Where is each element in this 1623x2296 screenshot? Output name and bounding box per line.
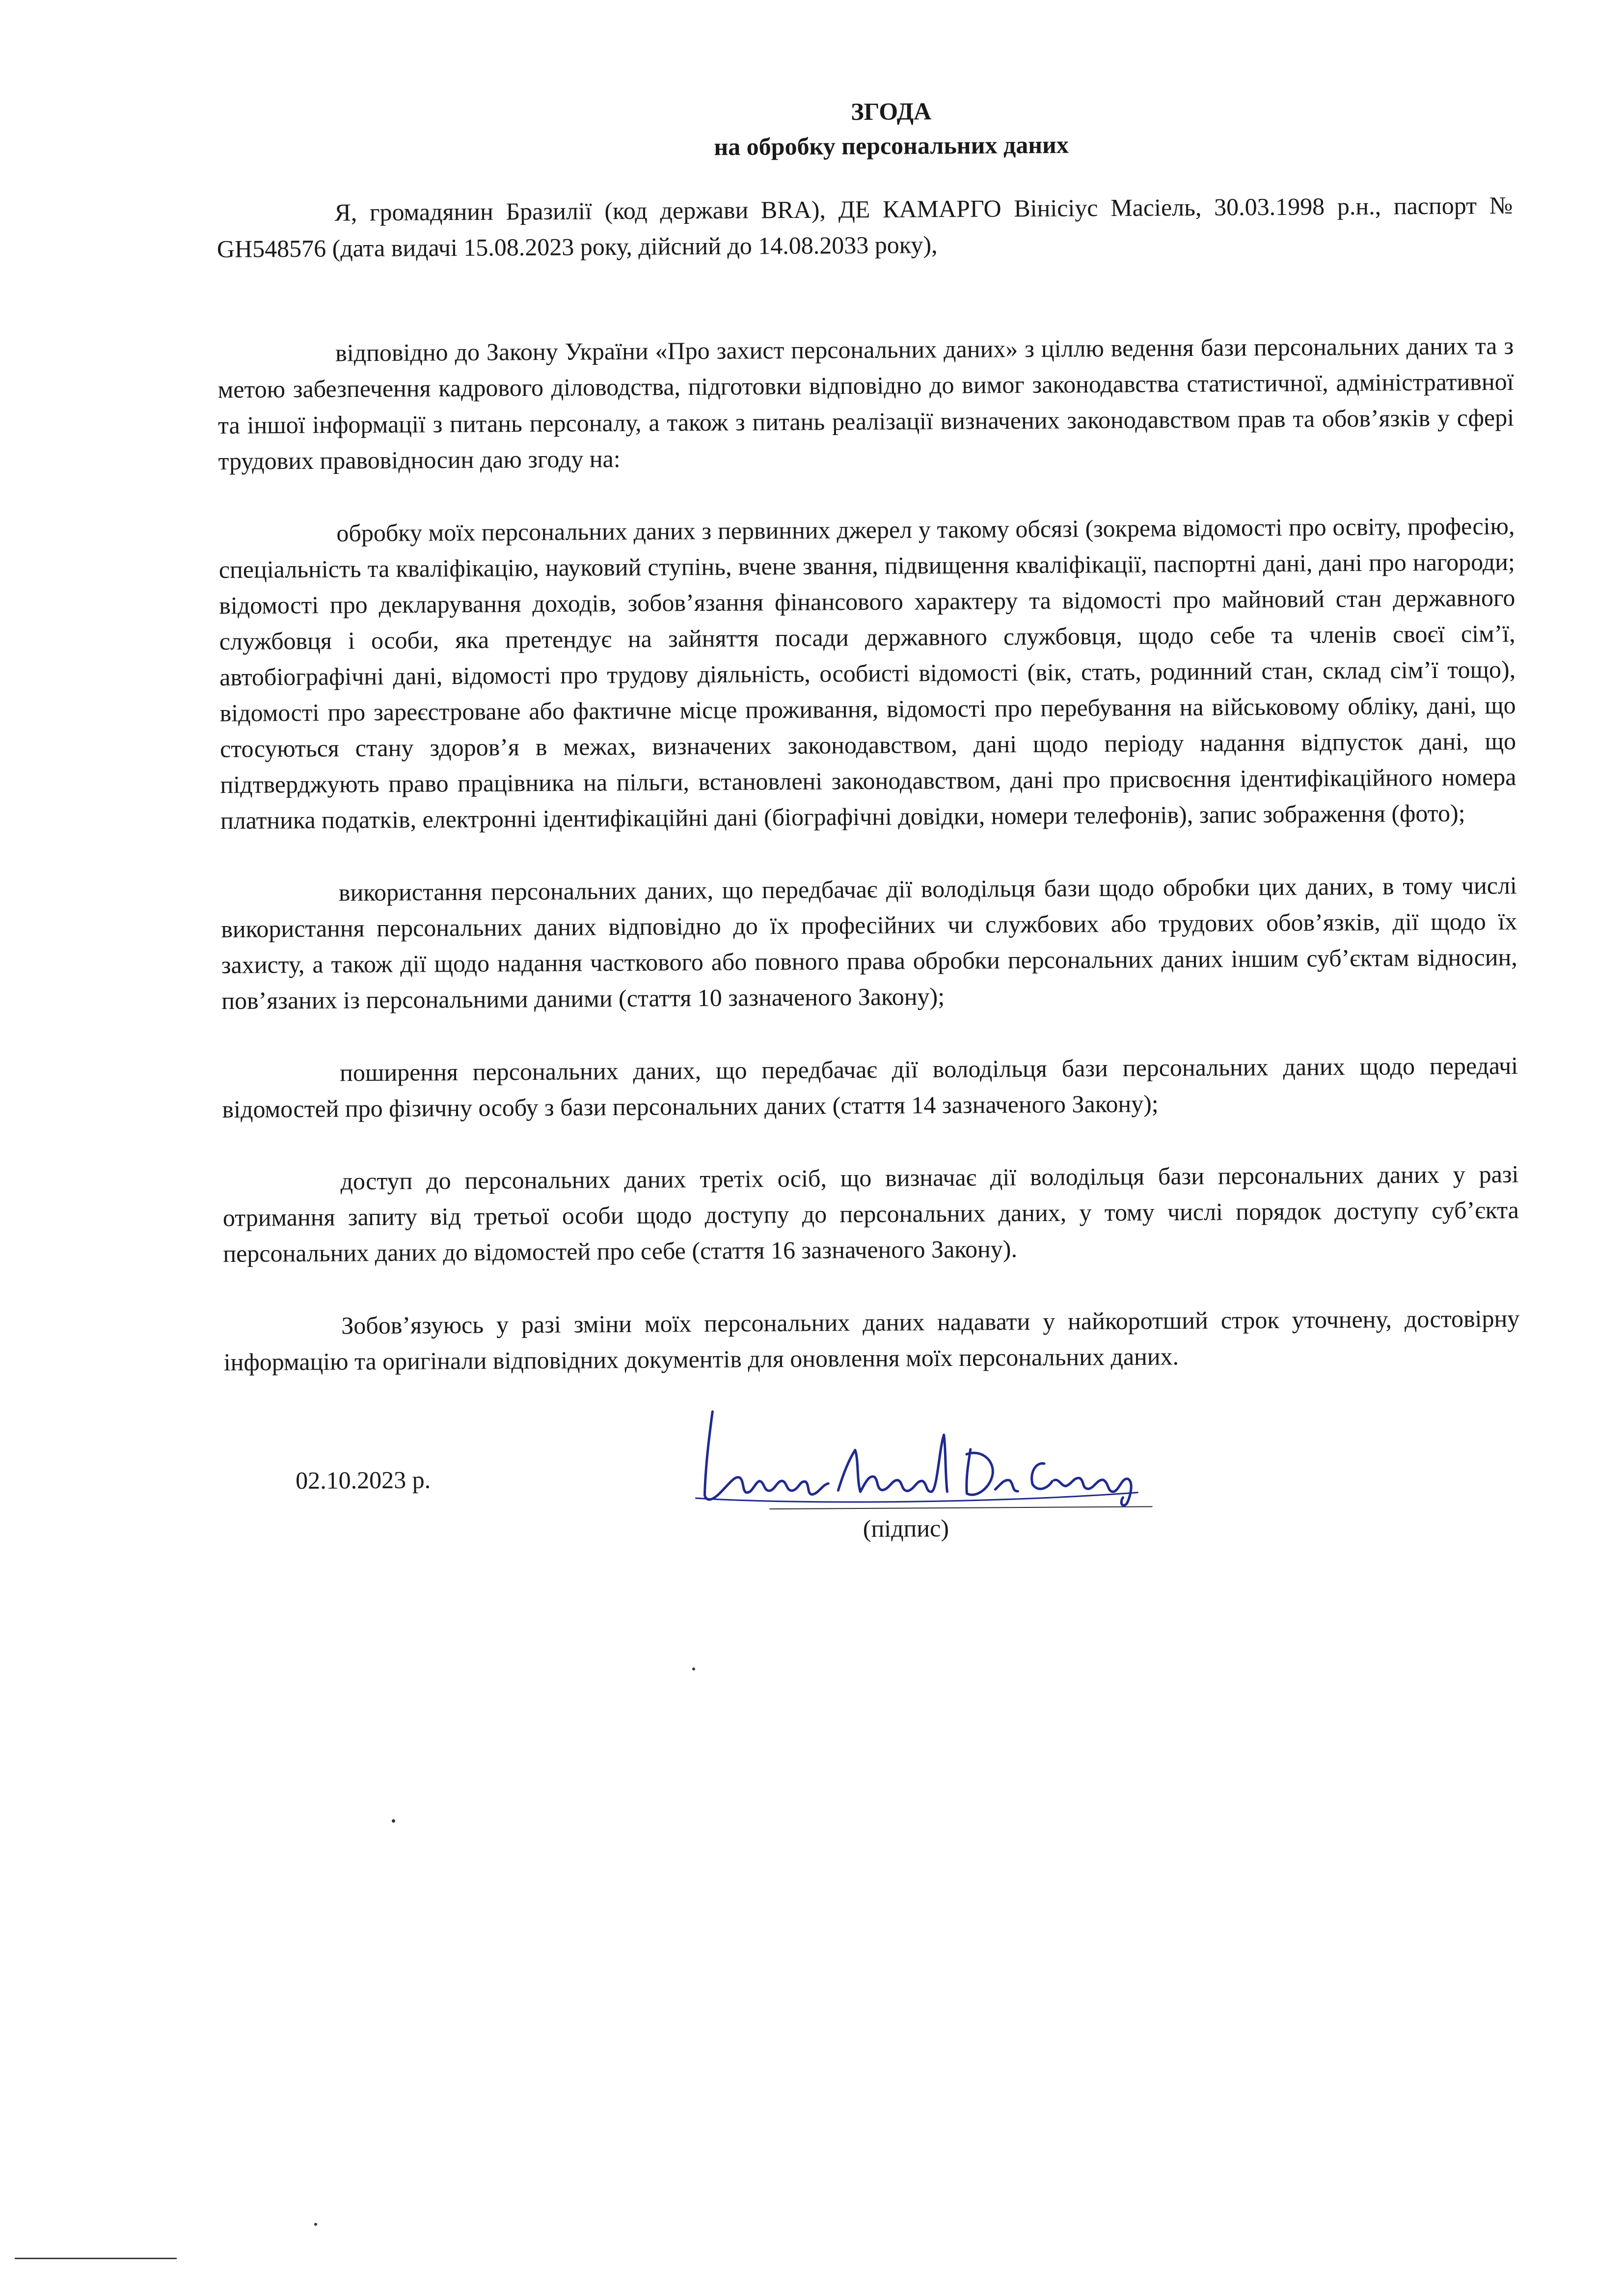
- paragraph-usage: використання персональних даних, що передбачає дії володільця бази щодо обробки цих даних, в тому числі використання персональних даних відповідно до їх професійних чи службових або трудових обов’язків, дії щодо їх захисту, а також дії щодо надання часткового або повного права обробки персональних даних іншим суб’єктам відносин, пов’язаних із персональними даними (стаття 10 зазначеного Закону);: [221, 871, 1517, 1014]
- paragraph-undertake: Зобов’язуюсь у разі зміни моїх персональних даних надавати у найкоротший строк уточнену, достовірну інформацію та оригінали відповідних документів для оновлення моїх персональних даних.: [223, 1304, 1520, 1376]
- paragraph-intro: Я, громадянин Бразилії (код держави BRA), ДЕ КАМАРГО Вінісіус Масіель, 30.03.1998 р.н., паспорт № GH548576 (дата видачі 15.08.2023 року, дійсний до 14.08.2033 року),: [216, 191, 1513, 263]
- paragraph-distribution: поширення персональних даних, що передбачає дії володільця бази персональних даних щодо передачі відомостей про фізичну особу з бази персональних даних (стаття 14 зазначеного Закону);: [222, 1051, 1518, 1123]
- footer-rule: [15, 2258, 177, 2259]
- document-title: ЗГОДА: [851, 97, 932, 126]
- signature-label: (підпис): [863, 1514, 949, 1543]
- paragraph-access: доступ до персональних даних третіх осіб, що визначає дії володільця бази персональних даних у разі отримання запиту від третьої особи щодо доступу до персональних даних, у тому числі порядок доступу суб’єкта персональних даних до відомостей про себе (стаття 16 зазначеного Закону).: [222, 1160, 1519, 1267]
- paragraph-law: відповідно до Закону України «Про захист персональних даних» з ціллю ведення бази персональних даних та з метою забезпечення кадрового діловодства, підготовки відповідно до вимог законодавства статистичної, адміністративної та іншої інформації з питань персоналу, а також з питань реалізації визначених законодавством прав та обов’язків у сфері трудових правовідносин даю згоду на:: [217, 331, 1515, 475]
- signature-date: 02.10.2023 р.: [296, 1466, 431, 1495]
- scan-speck: [692, 1667, 695, 1670]
- paragraph-processing: обробку моїх персональних даних з первинних джерел у такому обсязі (зокрема відомості про освіту, професію, спеціальність та кваліфікацію, науковий ступінь, вчене звання, підвищення кваліфікації, паспортні дані, дані про нагороди; відомості про декларування доходів, зобов’язання фінансового характеру та відомості про майновий стан державного службовця і особи, яка претендує на зайняття посади державного службовця, щодо себе та членів своєї сім’ї, автобіографічні дані, відомості про трудову діяльність, особисті відомості (вік, стать, родинний стан, склад сім’ї тощо), відомості про зареєстроване або фактичне місце проживання, відомості про перебування на військовому обліку, дані, що стосуються стану здоров’я в межах, визначених законодавством, дані щодо періоду надання відпусток дані, що підтверджують право працівника на пільги, встановлені законодавством, дані про присвоєння ідентифікаційного номера платника податків, електронні ідентифікаційні дані (біографічні довідки, номери телефонів), запис зображення (фото);: [218, 512, 1516, 834]
- scan-speck: [392, 1819, 395, 1823]
- document-subtitle: на обробку персональних даних: [714, 131, 1069, 161]
- scan-speck: [314, 2223, 317, 2226]
- handwritten-signature: [666, 1374, 1158, 1525]
- document-body: [216, 90, 1521, 1562]
- signature-block: [224, 1446, 1521, 1562]
